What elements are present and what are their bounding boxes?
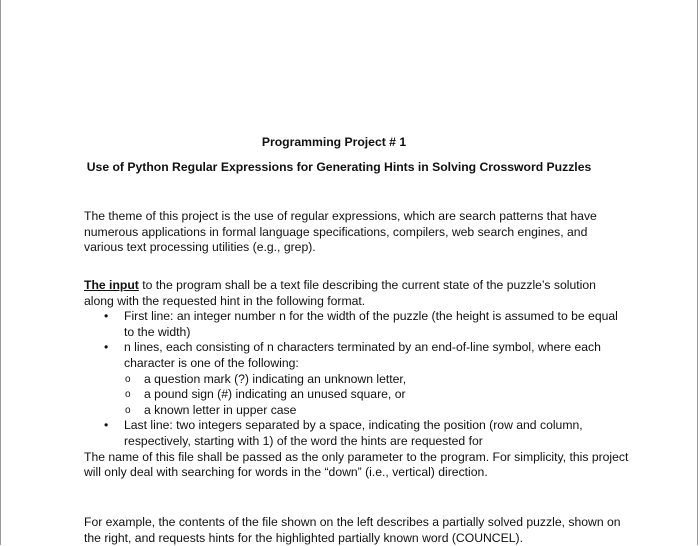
list-item-text: First line: an integer number n for the width of the puzzle (the height is assumed to be equal to the width)	[124, 309, 618, 339]
input-format-list	[84, 309, 629, 449]
bullet-icon: •	[104, 340, 109, 355]
intro-paragraph	[84, 209, 624, 256]
sub-list-item-text: a pound sign (#) indicating an unused square, or	[144, 387, 406, 402]
circle-bullet-icon: o	[125, 373, 131, 385]
circle-bullet-icon: o	[125, 404, 131, 416]
list-item-text: Last line: two integers separated by a space, indicating the position (row and column, respectively, starting with 1) of the word the hints are requested for	[124, 418, 583, 448]
input-lead-label: The input	[84, 278, 139, 292]
list-item	[84, 340, 629, 418]
input-section	[84, 278, 629, 481]
character-type-list	[124, 372, 629, 419]
sub-list-item-text: a question mark (?) indicating an unknown letter,	[144, 371, 407, 386]
example-text: For example, the contents of the file shown on the left describes a partially solved puzzle, shown on the right, and requests hints for the highlighted partially known word (COUNCEL).	[84, 515, 621, 545]
document-subtitle: Use of Python Regular Expressions for Generating Hints in Solving Crossword Puzzles	[86, 160, 592, 174]
list-item	[84, 309, 629, 340]
input-closing-text: The name of this file shall be passed as the only parameter to the program. For simplicity, this project will only deal with searching for words in the “down” (i.e., vertical) direction.	[84, 449, 629, 480]
document-title: Programming Project # 1	[261, 135, 407, 149]
circle-bullet-icon: o	[125, 389, 131, 401]
sub-list-item-text: a known letter in upper case	[144, 402, 297, 417]
sub-list-item	[124, 387, 629, 403]
list-item-text: n lines, each consisting of n characters terminated by an end-of-line symbol, where each character is one of the following:	[124, 340, 601, 370]
sub-list-item	[124, 372, 629, 388]
bullet-icon: •	[104, 309, 109, 324]
list-item	[84, 418, 629, 449]
intro-text: The theme of this project is the use of regular expressions, which are search patterns that have numerous applications in formal language specifications, compilers, web search engines, and various text processing utilities (e.g., grep).	[84, 209, 597, 255]
example-paragraph	[84, 515, 629, 546]
input-lead	[84, 278, 629, 309]
bullet-icon: •	[104, 418, 109, 433]
sub-list-item	[124, 403, 629, 419]
input-lead-text: to the program shall be a text file describing the current state of the puzzle’s solution along with the requested hint in the following format.	[84, 278, 596, 308]
